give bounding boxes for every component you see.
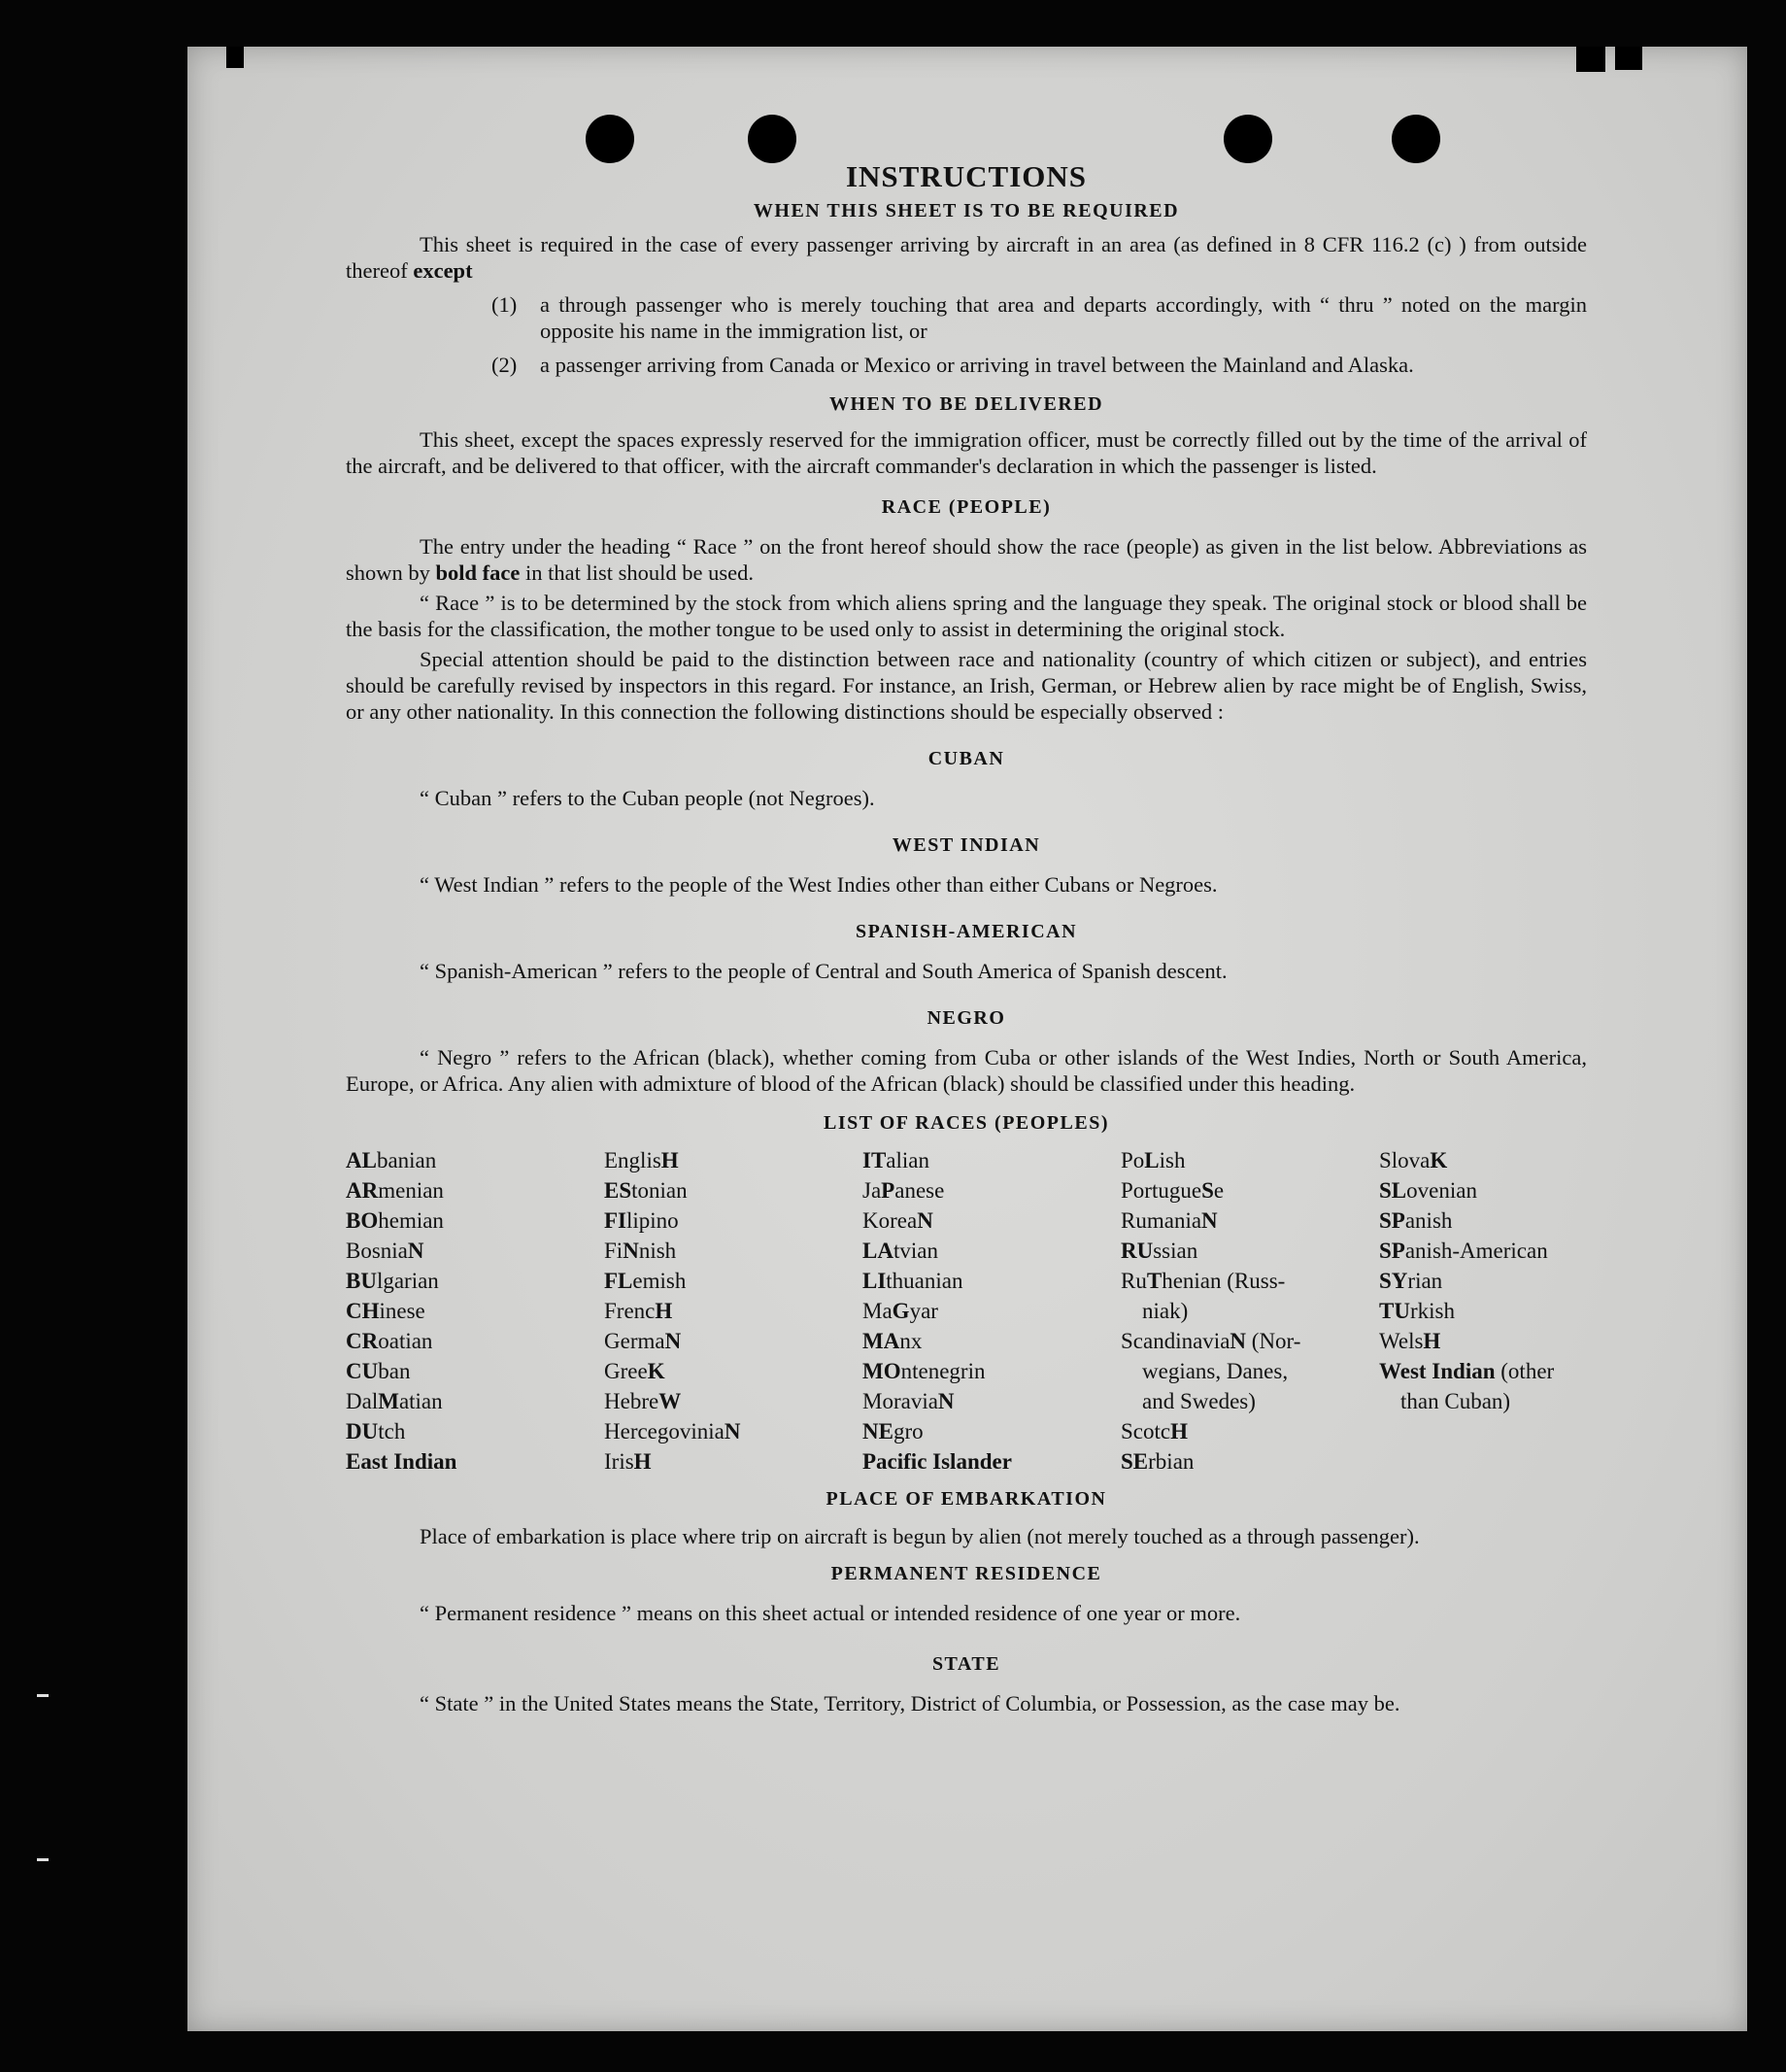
race-entry: FIlipino xyxy=(604,1208,679,1233)
race-column xyxy=(1121,1145,1379,1477)
race-column xyxy=(1379,1145,1585,1477)
punch-hole xyxy=(1392,115,1440,163)
instructions-content xyxy=(346,157,1587,1716)
spanish-american-text: “ Spanish-American ” refers to the people of Central and South America of Spanish descent. xyxy=(420,959,1228,983)
race-entry: CUban xyxy=(346,1359,411,1383)
section-heading-west-indian: WEST INDIAN xyxy=(892,834,1041,856)
section-heading-required: WHEN THIS SHEET IS TO BE REQUIRED xyxy=(753,200,1180,221)
race-entry: LAtvian xyxy=(862,1239,938,1263)
residence-text: “ Permanent residence ” means on this sheet actual or intended residence of one year or more. xyxy=(420,1601,1241,1625)
race-entry: TUrkish xyxy=(1379,1299,1455,1323)
race-entry: SYrian xyxy=(1379,1269,1443,1293)
negro-text: “ Negro ” refers to the African (black), whether coming from Cuba or other islands of the West Indies, North or South America, Europe, or Africa. Any alien with admixture of blood of the African (black) should be classified under this heading. xyxy=(346,1045,1587,1096)
race-entry: RUssian xyxy=(1121,1239,1198,1263)
race-paragraph-3: Special attention should be paid to the distinction between race and nationality (country of which citizen or subject), and entries should be carefully revised by inspectors in this regard. For instance, an Irish, German, or Hebrew alien by race might be of English, Swiss, or any other nationality. In this connection the following distinctions should be especially observed : xyxy=(346,647,1587,724)
race-entry: CHinese xyxy=(346,1299,425,1323)
corner-mark xyxy=(1576,47,1605,72)
race-entry: KoreaN xyxy=(862,1208,933,1233)
race-entry: RuThenian (Russ- xyxy=(1121,1269,1286,1293)
race-column xyxy=(346,1145,604,1477)
corner-mark xyxy=(226,47,244,68)
race-entry: SLovenian xyxy=(1379,1178,1477,1203)
corner-mark xyxy=(1615,47,1642,70)
race-entry: HebreW xyxy=(604,1389,682,1413)
embarkation-text: Place of embarkation is place where trip on aircraft is begun by alien (not merely touched as a through passenger). xyxy=(420,1524,1420,1548)
race-entry: ScotcH xyxy=(1121,1419,1188,1444)
race-entry: PortugueSe xyxy=(1121,1178,1225,1203)
race-entry: MAnx xyxy=(862,1329,923,1353)
state-text: “ State ” in the United States means the State, Territory, District of Columbia, or Possession, as the case may be. xyxy=(420,1691,1400,1715)
section-heading-embarkation: PLACE OF EMBARKATION xyxy=(826,1488,1107,1510)
race-paragraph-2: “ Race ” is to be determined by the stock from which aliens spring and the language they speak. The original stock or blood shall be the basis for the classification, the mother tongue to be used only to assist in determining the original stock. xyxy=(346,591,1587,641)
race-entry: ARmenian xyxy=(346,1178,444,1203)
race-entry: Pacific Islander xyxy=(862,1449,1012,1474)
list-item: (2) a passenger arriving from Canada or Mexico or arriving in travel between the Mainland and Alaska. xyxy=(491,353,1414,377)
race-entry: SlovaK xyxy=(1379,1148,1448,1172)
section-heading-delivered: WHEN TO BE DELIVERED xyxy=(828,393,1104,415)
race-entry: EnglisH xyxy=(604,1148,679,1172)
race-entry: MOntenegrin xyxy=(862,1359,986,1383)
race-column xyxy=(604,1145,862,1477)
race-entry: GermaN xyxy=(604,1329,682,1353)
race-entry: ScandinaviaN (Nor- xyxy=(1121,1329,1301,1353)
race-entry: DUtch xyxy=(346,1419,406,1444)
section-heading-race: RACE (PEOPLE) xyxy=(881,496,1052,518)
race-entry: MoraviaN xyxy=(862,1389,955,1413)
race-entry: EStonian xyxy=(604,1178,688,1203)
race-entry: FrencH xyxy=(604,1299,673,1323)
race-entry: RumaniaN xyxy=(1121,1208,1218,1233)
race-entry: NEgro xyxy=(862,1419,924,1444)
punch-hole xyxy=(586,115,634,163)
section-heading-cuban: CUBAN xyxy=(927,748,1005,769)
race-entry-continuation: and Swedes) xyxy=(1142,1389,1256,1413)
race-paragraph-1: The entry under the heading “ Race ” on the front hereof should show the race (people) as given in the list below. Abbreviations as shown by bold face in that list should be used. xyxy=(346,534,1587,585)
race-entry: WelsH xyxy=(1379,1329,1441,1353)
race-entry: FLemish xyxy=(604,1269,687,1293)
race-entry: MaGyar xyxy=(862,1299,938,1323)
section-heading-state: STATE xyxy=(931,1653,1001,1675)
race-entry: BOhemian xyxy=(346,1208,444,1233)
list-item: (1) a through passenger who is merely touching that area and departs accordingly, with “ thru ” noted on the margin opposite his name in the immigration list, or xyxy=(491,292,1587,343)
race-entry: DalMatian xyxy=(346,1389,443,1413)
section-heading-negro: NEGRO xyxy=(927,1007,1006,1029)
west-indian-text: “ West Indian ” refers to the people of the West Indies other than either Cubans or Negroes. xyxy=(420,872,1218,897)
edge-mark xyxy=(37,1694,49,1697)
edge-mark xyxy=(37,1858,49,1861)
race-entry: BosniaN xyxy=(346,1239,424,1263)
race-entry-continuation: than Cuban) xyxy=(1400,1389,1511,1413)
punch-hole xyxy=(748,115,796,163)
race-entry: HercegoviniaN xyxy=(604,1419,741,1444)
race-entry: LIthuanian xyxy=(862,1269,963,1293)
section-heading-spanish-american: SPANISH-AMERICAN xyxy=(855,921,1078,942)
cuban-text: “ Cuban ” refers to the Cuban people (not Negroes). xyxy=(420,786,875,810)
race-entry-continuation: wegians, Danes, xyxy=(1142,1359,1289,1383)
race-entry: SPanish-American xyxy=(1379,1239,1548,1263)
punch-hole xyxy=(1224,115,1272,163)
race-entry: SErbian xyxy=(1121,1449,1195,1474)
race-entry: ALbanian xyxy=(346,1148,437,1172)
race-entry: East Indian xyxy=(346,1449,457,1474)
section-heading-residence: PERMANENT RESIDENCE xyxy=(830,1563,1102,1584)
race-entry: CRoatian xyxy=(346,1329,433,1353)
required-intro: This sheet is required in the case of every passenger arriving by aircraft in an area (as defined in 8 CFR 116.2 (c) ) from outside thereof except xyxy=(346,232,1587,283)
race-entry: IrisH xyxy=(604,1449,652,1474)
race-entry: GreeK xyxy=(604,1359,665,1383)
races-list xyxy=(346,1145,1587,1477)
race-entry: BUlgarian xyxy=(346,1269,439,1293)
race-entry: West Indian (other xyxy=(1379,1359,1555,1383)
section-heading-races-list: LIST OF RACES (PEOPLES) xyxy=(823,1112,1109,1134)
page-title: INSTRUCTIONS xyxy=(845,159,1087,193)
race-entry-continuation: niak) xyxy=(1142,1299,1189,1323)
race-entry: JaPanese xyxy=(862,1178,945,1203)
race-entry: PoLish xyxy=(1121,1148,1186,1172)
race-column xyxy=(862,1145,1121,1477)
race-entry: FiNnish xyxy=(604,1239,677,1263)
race-entry: SPanish xyxy=(1379,1208,1453,1233)
race-entry: ITalian xyxy=(862,1148,929,1172)
delivered-text: This sheet, except the spaces expressly reserved for the immigration officer, must be correctly filled out by the time of the arrival of the aircraft, and be delivered to that officer, with the aircraft commander's declaration in which the passenger is listed. xyxy=(346,427,1587,478)
